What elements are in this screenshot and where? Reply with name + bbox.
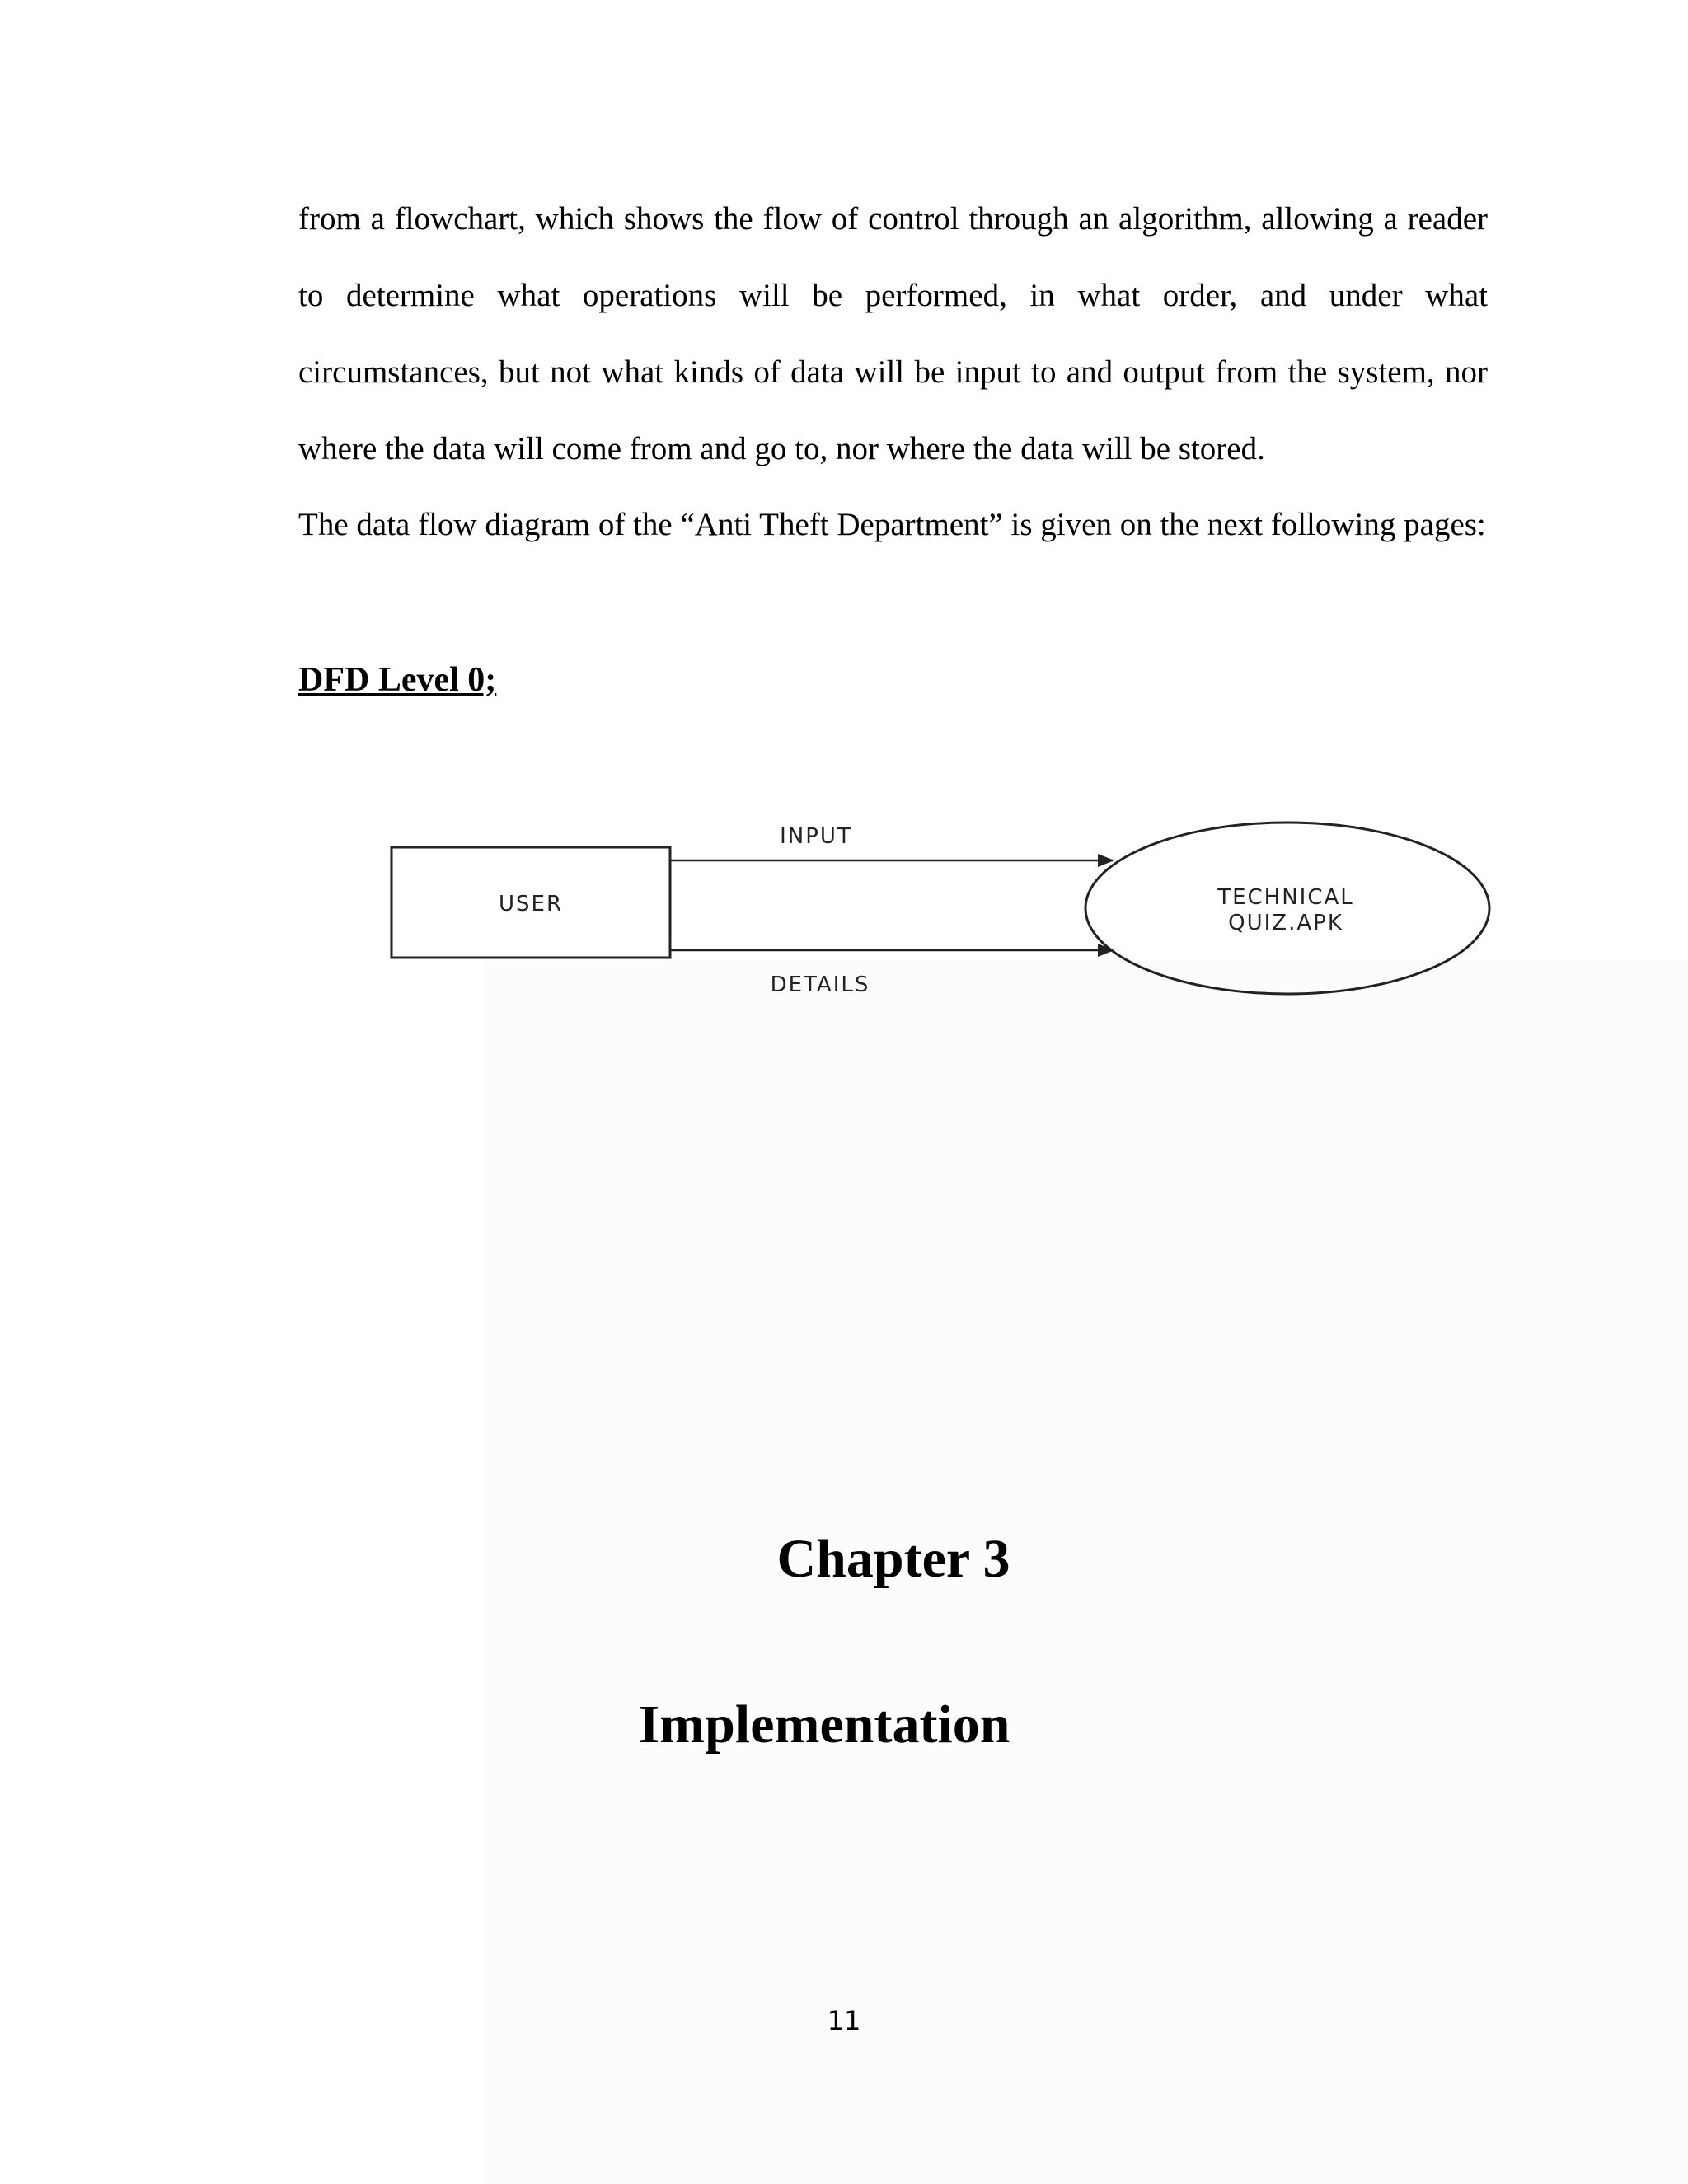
input-flow-label: INPUT	[780, 824, 852, 849]
body-paragraph-2: The data flow diagram of the “Anti Theft Department” is given on the next following pages:	[298, 507, 1486, 542]
process-label-line-1: TECHNICAL	[1217, 885, 1354, 910]
chapter-number: Chapter 3	[776, 1529, 1010, 1589]
process-label-line-2: QUIZ.APK	[1228, 911, 1343, 935]
chapter-title: Implementation	[638, 1694, 1010, 1755]
page-number: 11	[827, 2005, 861, 2036]
section-heading: DFD Level 0;	[298, 661, 497, 699]
dfd-level-0-diagram	[0, 791, 1688, 1022]
body-paragraph-1: from a flowchart, which shows the flow of control through an algorithm, allowing a reader to determine what operations will be performed, in what order, and under what circumstances, but not what kinds of data will be input to and output from the system, nor where the data will come from and go to, nor where the data will be stored.	[298, 201, 1488, 466]
user-entity-label: USER	[498, 892, 564, 916]
details-flow-label: DETAILS	[770, 972, 870, 997]
